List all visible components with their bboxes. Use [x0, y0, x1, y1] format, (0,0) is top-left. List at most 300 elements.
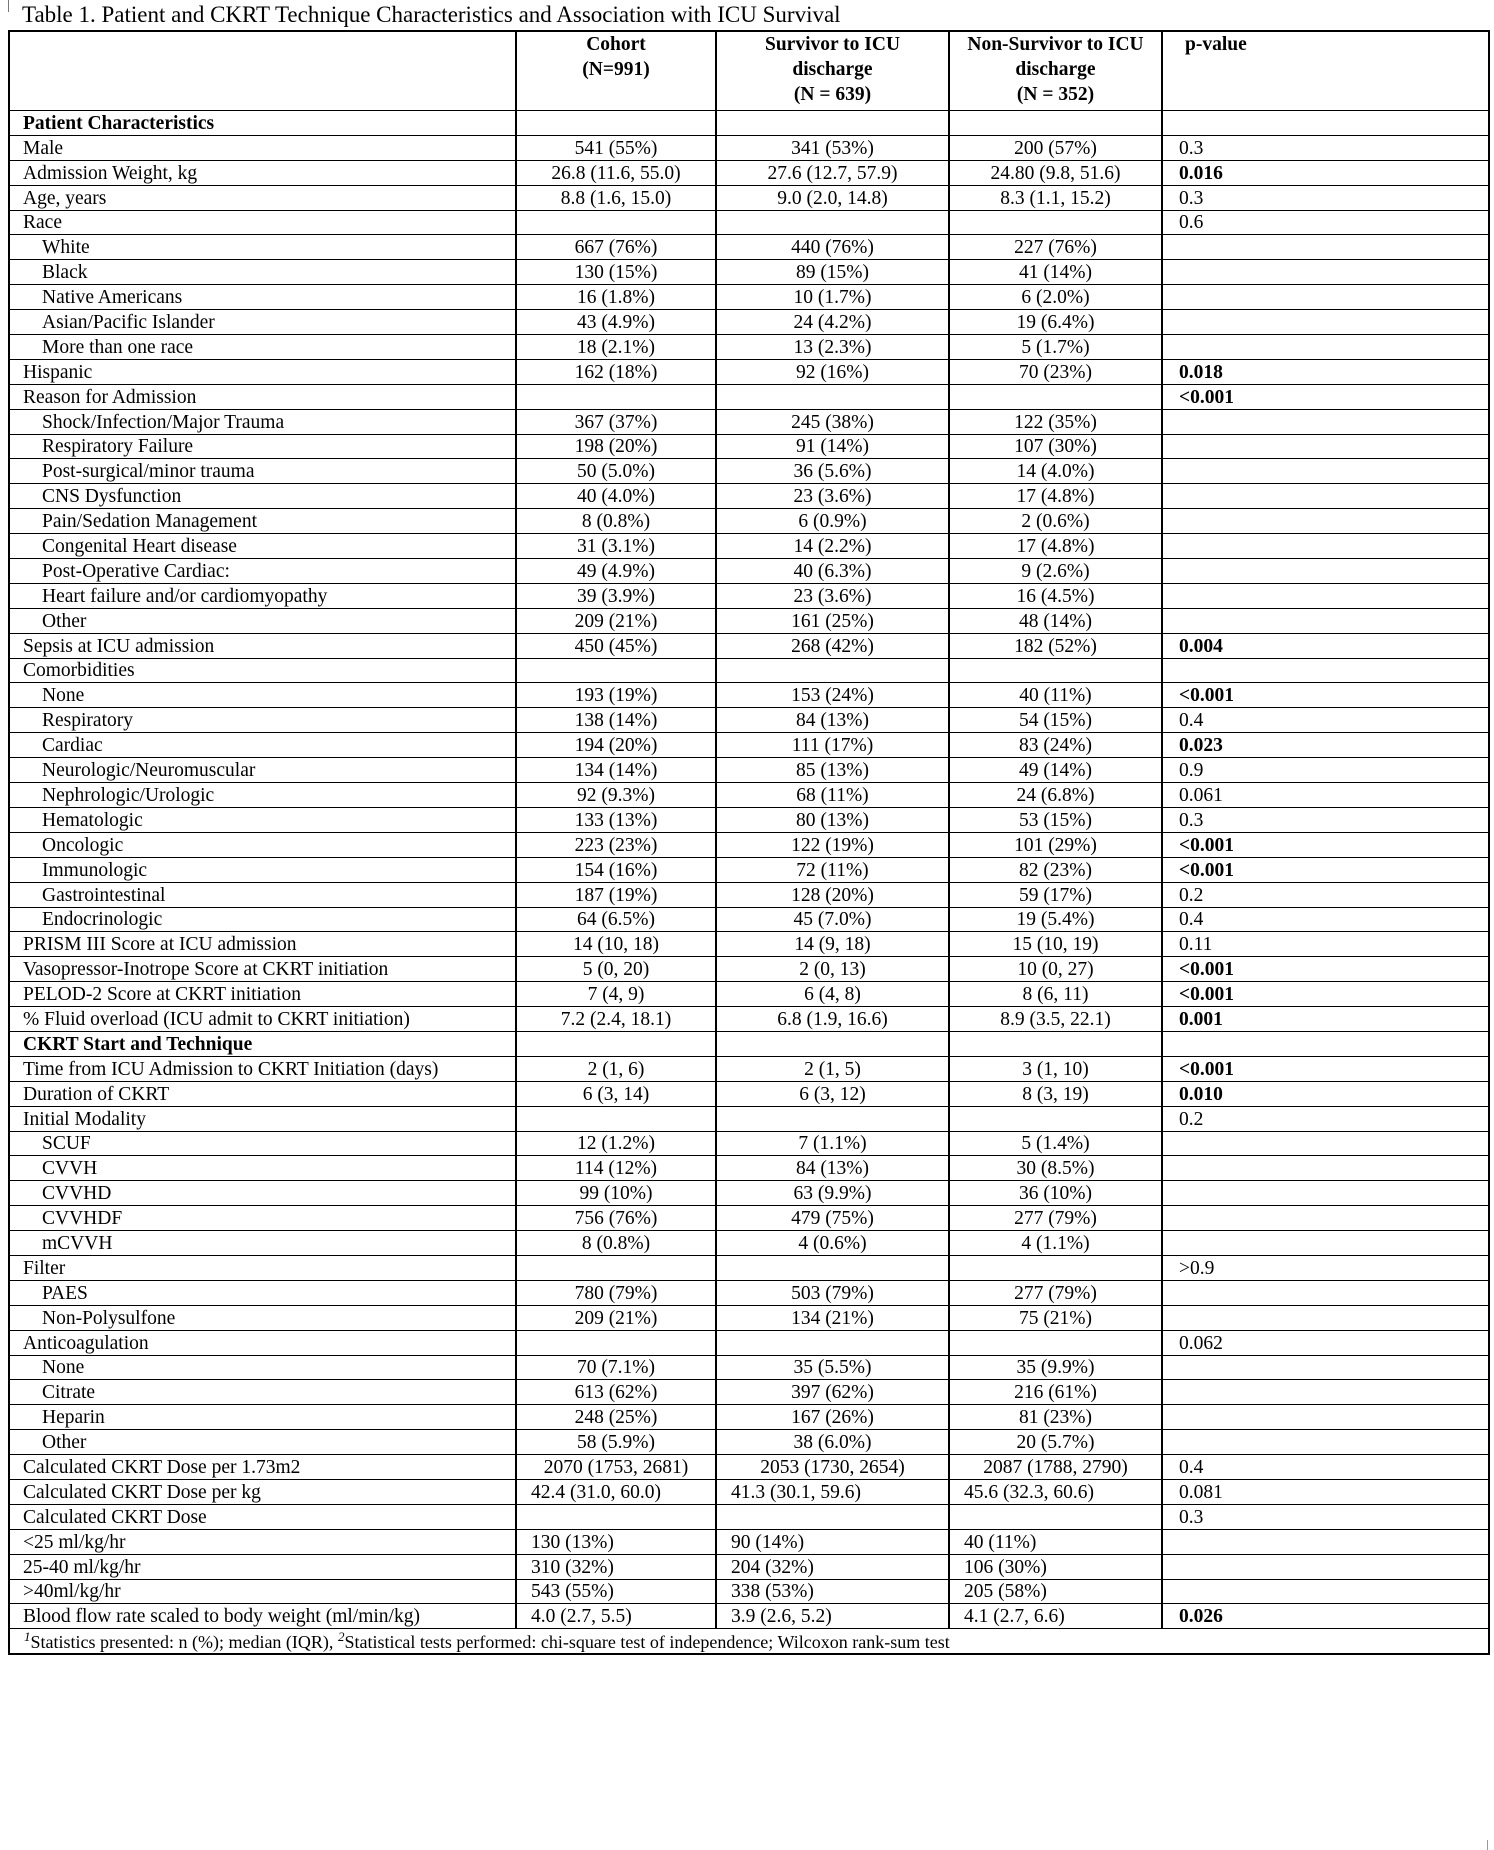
nonsurvivor-cell: 5 (1.7%): [949, 335, 1162, 360]
survivor-cell: 397 (62%): [716, 1380, 949, 1405]
cohort-cell: 2 (1, 6): [516, 1056, 716, 1081]
nonsurvivor-cell: 16 (4.5%): [949, 583, 1162, 608]
pvalue-cell: 0.11: [1162, 932, 1489, 957]
nonsurvivor-cell: 70 (23%): [949, 359, 1162, 384]
header-nonsurvivor: [949, 31, 1162, 111]
row-label: >40ml/kg/hr: [9, 1579, 516, 1604]
cohort-cell: 14 (10, 18): [516, 932, 716, 957]
survivor-cell: 80 (13%): [716, 807, 949, 832]
row-label: Time from ICU Admission to CKRT Initiation (days): [9, 1056, 516, 1081]
table-row: [9, 658, 1489, 683]
table-row: [9, 783, 1489, 808]
cohort-cell: [516, 1504, 716, 1529]
row-label: PAES: [9, 1280, 516, 1305]
survivor-cell: 4 (0.6%): [716, 1231, 949, 1256]
pvalue-cell: 0.4: [1162, 1455, 1489, 1480]
empty-cell: [716, 111, 949, 136]
row-label: Comorbidities: [9, 658, 516, 683]
survivor-cell: 90 (14%): [716, 1529, 949, 1554]
survivor-cell: 91 (14%): [716, 434, 949, 459]
pvalue-cell: [1162, 1280, 1489, 1305]
empty-cell: [1162, 1031, 1489, 1056]
survivor-cell: 89 (15%): [716, 260, 949, 285]
survivor-cell: 23 (3.6%): [716, 583, 949, 608]
header-survivor: [716, 31, 949, 111]
row-label: Calculated CKRT Dose: [9, 1504, 516, 1529]
footnote-row: [9, 1629, 1489, 1654]
nonsurvivor-cell: 19 (5.4%): [949, 907, 1162, 932]
survivor-cell: [716, 1504, 949, 1529]
pvalue-cell: [1162, 1206, 1489, 1231]
cohort-cell: 5 (0, 20): [516, 957, 716, 982]
table-row: [9, 758, 1489, 783]
survivor-cell: 68 (11%): [716, 783, 949, 808]
survivor-cell: [716, 1106, 949, 1131]
survivor-cell: 45 (7.0%): [716, 907, 949, 932]
table-row: [9, 1255, 1489, 1280]
table-row: [9, 608, 1489, 633]
row-label: Cardiac: [9, 733, 516, 758]
pvalue-cell: [1162, 1181, 1489, 1206]
pvalue-cell: 0.001: [1162, 1007, 1489, 1032]
row-label: Initial Modality: [9, 1106, 516, 1131]
nonsurvivor-cell: 2 (0.6%): [949, 509, 1162, 534]
nonsurvivor-cell: 106 (30%): [949, 1554, 1162, 1579]
nonsurvivor-cell: 227 (76%): [949, 235, 1162, 260]
row-label: Pain/Sedation Management: [9, 509, 516, 534]
pvalue-cell: [1162, 1131, 1489, 1156]
survivor-cell: 72 (11%): [716, 857, 949, 882]
cohort-cell: 613 (62%): [516, 1380, 716, 1405]
characteristics-table: [8, 30, 1490, 1655]
survivor-cell: 6 (0.9%): [716, 509, 949, 534]
table-row: [9, 434, 1489, 459]
nonsurvivor-cell: 277 (79%): [949, 1206, 1162, 1231]
nonsurvivor-cell: 122 (35%): [949, 409, 1162, 434]
survivor-cell: 6 (3, 12): [716, 1081, 949, 1106]
survivor-cell: 14 (9, 18): [716, 932, 949, 957]
survivor-cell: 7 (1.1%): [716, 1131, 949, 1156]
pvalue-cell: 0.023: [1162, 733, 1489, 758]
survivor-cell: 40 (6.3%): [716, 559, 949, 584]
table-row: [9, 882, 1489, 907]
nonsurvivor-cell: 41 (14%): [949, 260, 1162, 285]
cohort-cell: 209 (21%): [516, 608, 716, 633]
cohort-cell: 133 (13%): [516, 807, 716, 832]
nonsurvivor-cell: 45.6 (32.3, 60.6): [949, 1479, 1162, 1504]
table-row: [9, 1007, 1489, 1032]
cohort-cell: 130 (13%): [516, 1529, 716, 1554]
cohort-cell: [516, 210, 716, 235]
nonsurvivor-cell: 2087 (1788, 2790): [949, 1455, 1162, 1480]
footnote-text-1: Statistics presented: n (%); median (IQR),: [30, 1632, 338, 1653]
cohort-cell: 26.8 (11.6, 55.0): [516, 160, 716, 185]
cohort-cell: 138 (14%): [516, 708, 716, 733]
cohort-cell: 187 (19%): [516, 882, 716, 907]
row-label: 25-40 ml/kg/hr: [9, 1554, 516, 1579]
cohort-cell: 310 (32%): [516, 1554, 716, 1579]
row-label: Endocrinologic: [9, 907, 516, 932]
pvalue-cell: [1162, 1355, 1489, 1380]
pvalue-cell: [1162, 608, 1489, 633]
nonsurvivor-cell: 83 (24%): [949, 733, 1162, 758]
nonsurvivor-cell: 17 (4.8%): [949, 534, 1162, 559]
survivor-cell: 10 (1.7%): [716, 285, 949, 310]
header-survivor-line3: (N = 639): [793, 84, 872, 105]
pvalue-cell: [1162, 1156, 1489, 1181]
pvalue-cell: [1162, 459, 1489, 484]
survivor-cell: 2 (0, 13): [716, 957, 949, 982]
nonsurvivor-cell: 24 (6.8%): [949, 783, 1162, 808]
row-label: Race: [9, 210, 516, 235]
header-row: [9, 31, 1489, 111]
cohort-cell: 114 (12%): [516, 1156, 716, 1181]
cohort-cell: 58 (5.9%): [516, 1430, 716, 1455]
pvalue-cell: 0.4: [1162, 907, 1489, 932]
pvalue-cell: [1162, 409, 1489, 434]
footnote: [9, 1629, 1489, 1654]
row-label: PRISM III Score at ICU admission: [9, 932, 516, 957]
nonsurvivor-cell: [949, 384, 1162, 409]
cohort-cell: [516, 1255, 716, 1280]
row-label: Respiratory: [9, 708, 516, 733]
row-label: mCVVH: [9, 1231, 516, 1256]
survivor-cell: 503 (79%): [716, 1280, 949, 1305]
pvalue-cell: [1162, 559, 1489, 584]
row-label: CVVHD: [9, 1181, 516, 1206]
pvalue-cell: 0.9: [1162, 758, 1489, 783]
row-label: Heparin: [9, 1405, 516, 1430]
pvalue-cell: [1162, 235, 1489, 260]
table-row: [9, 807, 1489, 832]
pvalue-cell: [1162, 1529, 1489, 1554]
cohort-cell: 130 (15%): [516, 260, 716, 285]
cohort-cell: 248 (25%): [516, 1405, 716, 1430]
table-row: [9, 708, 1489, 733]
row-label: Heart failure and/or cardiomyopathy: [9, 583, 516, 608]
row-label: CVVH: [9, 1156, 516, 1181]
survivor-cell: 134 (21%): [716, 1305, 949, 1330]
table-row: [9, 907, 1489, 932]
pvalue-cell: 0.6: [1162, 210, 1489, 235]
nonsurvivor-cell: [949, 1330, 1162, 1355]
table-row: [9, 1156, 1489, 1181]
empty-cell: [516, 1031, 716, 1056]
cohort-cell: 194 (20%): [516, 733, 716, 758]
row-label: More than one race: [9, 335, 516, 360]
row-label: Neurologic/Neuromuscular: [9, 758, 516, 783]
survivor-cell: 161 (25%): [716, 608, 949, 633]
cohort-cell: 8.8 (1.6, 15.0): [516, 185, 716, 210]
row-label: SCUF: [9, 1131, 516, 1156]
pvalue-cell: 0.3: [1162, 807, 1489, 832]
table-row: [9, 733, 1489, 758]
nonsurvivor-cell: 36 (10%): [949, 1181, 1162, 1206]
nonsurvivor-cell: 8 (3, 19): [949, 1081, 1162, 1106]
survivor-cell: 24 (4.2%): [716, 310, 949, 335]
cohort-cell: 543 (55%): [516, 1579, 716, 1604]
cohort-cell: 367 (37%): [516, 409, 716, 434]
nonsurvivor-cell: 75 (21%): [949, 1305, 1162, 1330]
nonsurvivor-cell: 15 (10, 19): [949, 932, 1162, 957]
cohort-cell: 16 (1.8%): [516, 285, 716, 310]
survivor-cell: 84 (13%): [716, 1156, 949, 1181]
table-row: [9, 1430, 1489, 1455]
row-label: Other: [9, 1430, 516, 1455]
nonsurvivor-cell: 35 (9.9%): [949, 1355, 1162, 1380]
pvalue-cell: 0.3: [1162, 135, 1489, 160]
table-row: [9, 1604, 1489, 1629]
table-row: [9, 932, 1489, 957]
cohort-cell: 8 (0.8%): [516, 509, 716, 534]
cohort-cell: 8 (0.8%): [516, 1231, 716, 1256]
cohort-cell: 198 (20%): [516, 434, 716, 459]
cohort-cell: [516, 1330, 716, 1355]
table-row: [9, 185, 1489, 210]
survivor-cell: [716, 658, 949, 683]
pvalue-cell: 0.061: [1162, 783, 1489, 808]
pvalue-cell: <0.001: [1162, 384, 1489, 409]
nonsurvivor-cell: 200 (57%): [949, 135, 1162, 160]
empty-cell: [949, 1031, 1162, 1056]
nonsurvivor-cell: 10 (0, 27): [949, 957, 1162, 982]
cohort-cell: 2070 (1753, 2681): [516, 1455, 716, 1480]
nonsurvivor-cell: 54 (15%): [949, 708, 1162, 733]
pvalue-cell: 0.018: [1162, 359, 1489, 384]
header-label: [9, 31, 516, 111]
pvalue-cell: [1162, 1405, 1489, 1430]
table-row: [9, 857, 1489, 882]
survivor-cell: 268 (42%): [716, 633, 949, 658]
nonsurvivor-cell: 8.9 (3.5, 22.1): [949, 1007, 1162, 1032]
nonsurvivor-cell: 182 (52%): [949, 633, 1162, 658]
empty-cell: [716, 1031, 949, 1056]
row-label: Age, years: [9, 185, 516, 210]
row-label: Admission Weight, kg: [9, 160, 516, 185]
table-row: [9, 1081, 1489, 1106]
row-label: Blood flow rate scaled to body weight (ml/min/kg): [9, 1604, 516, 1629]
pvalue-cell: 0.3: [1162, 1504, 1489, 1529]
table-row: [9, 1554, 1489, 1579]
survivor-cell: 38 (6.0%): [716, 1430, 949, 1455]
nonsurvivor-cell: 17 (4.8%): [949, 484, 1162, 509]
page-corner-mark-bottom: [1487, 1840, 1494, 1850]
table-row: [9, 832, 1489, 857]
pvalue-cell: <0.001: [1162, 683, 1489, 708]
header-survivor-line2: discharge: [792, 59, 873, 80]
table-row: [9, 1231, 1489, 1256]
empty-cell: [516, 111, 716, 136]
pvalue-cell: [1162, 484, 1489, 509]
table-row: [9, 583, 1489, 608]
table-row: [9, 1131, 1489, 1156]
pvalue-cell: [1162, 335, 1489, 360]
pvalue-cell: [1162, 285, 1489, 310]
survivor-cell: 92 (16%): [716, 359, 949, 384]
cohort-cell: 223 (23%): [516, 832, 716, 857]
survivor-cell: 6 (4, 8): [716, 982, 949, 1007]
pvalue-cell: 0.4: [1162, 708, 1489, 733]
section-header-row: [9, 111, 1489, 136]
table-row: [9, 359, 1489, 384]
cohort-cell: 42.4 (31.0, 60.0): [516, 1479, 716, 1504]
pvalue-cell: [1162, 583, 1489, 608]
row-label: Congenital Heart disease: [9, 534, 516, 559]
survivor-cell: 27.6 (12.7, 57.9): [716, 160, 949, 185]
footnote-text-2: Statistical tests performed: chi-square test of independence; Wilcoxon rank-sum test: [344, 1632, 950, 1653]
row-label: CVVHDF: [9, 1206, 516, 1231]
nonsurvivor-cell: 82 (23%): [949, 857, 1162, 882]
cohort-cell: 134 (14%): [516, 758, 716, 783]
survivor-cell: 2 (1, 5): [716, 1056, 949, 1081]
section-title: Patient Characteristics: [9, 111, 516, 136]
header-cohort-line2: (N=991): [582, 59, 650, 80]
nonsurvivor-cell: 40 (11%): [949, 1529, 1162, 1554]
table-row: [9, 509, 1489, 534]
cohort-cell: 450 (45%): [516, 633, 716, 658]
row-label: PELOD-2 Score at CKRT initiation: [9, 982, 516, 1007]
pvalue-cell: [1162, 509, 1489, 534]
table-row: [9, 683, 1489, 708]
survivor-cell: 35 (5.5%): [716, 1355, 949, 1380]
survivor-cell: 14 (2.2%): [716, 534, 949, 559]
nonsurvivor-cell: 81 (23%): [949, 1405, 1162, 1430]
cohort-cell: 756 (76%): [516, 1206, 716, 1231]
table-row: [9, 160, 1489, 185]
table-row: [9, 1380, 1489, 1405]
cohort-cell: 70 (7.1%): [516, 1355, 716, 1380]
pvalue-cell: <0.001: [1162, 832, 1489, 857]
pvalue-cell: 0.062: [1162, 1330, 1489, 1355]
row-label: Oncologic: [9, 832, 516, 857]
survivor-cell: 9.0 (2.0, 14.8): [716, 185, 949, 210]
pvalue-cell: <0.001: [1162, 957, 1489, 982]
table-row: [9, 1579, 1489, 1604]
cohort-cell: 780 (79%): [516, 1280, 716, 1305]
row-label: Asian/Pacific Islander: [9, 310, 516, 335]
nonsurvivor-cell: 277 (79%): [949, 1280, 1162, 1305]
pvalue-cell: [1162, 658, 1489, 683]
row-label: Other: [9, 608, 516, 633]
nonsurvivor-cell: 14 (4.0%): [949, 459, 1162, 484]
nonsurvivor-cell: [949, 1255, 1162, 1280]
survivor-cell: 41.3 (30.1, 59.6): [716, 1479, 949, 1504]
survivor-cell: 36 (5.6%): [716, 459, 949, 484]
pvalue-cell: >0.9: [1162, 1255, 1489, 1280]
survivor-cell: [716, 210, 949, 235]
survivor-cell: [716, 1330, 949, 1355]
pvalue-cell: [1162, 1554, 1489, 1579]
row-label: None: [9, 683, 516, 708]
row-label: Sepsis at ICU admission: [9, 633, 516, 658]
table-row: [9, 1206, 1489, 1231]
table-row: [9, 135, 1489, 160]
pvalue-cell: <0.001: [1162, 1056, 1489, 1081]
row-label: Calculated CKRT Dose per 1.73m2: [9, 1455, 516, 1480]
table-row: [9, 1181, 1489, 1206]
survivor-cell: 111 (17%): [716, 733, 949, 758]
survivor-cell: 6.8 (1.9, 16.6): [716, 1007, 949, 1032]
cohort-cell: 7.2 (2.4, 18.1): [516, 1007, 716, 1032]
nonsurvivor-cell: 40 (11%): [949, 683, 1162, 708]
row-label: CNS Dysfunction: [9, 484, 516, 509]
section-header-row: [9, 1031, 1489, 1056]
row-label: White: [9, 235, 516, 260]
pvalue-cell: [1162, 310, 1489, 335]
cohort-cell: 667 (76%): [516, 235, 716, 260]
empty-cell: [949, 111, 1162, 136]
nonsurvivor-cell: 3 (1, 10): [949, 1056, 1162, 1081]
row-label: None: [9, 1355, 516, 1380]
nonsurvivor-cell: 4.1 (2.7, 6.6): [949, 1604, 1162, 1629]
nonsurvivor-cell: [949, 210, 1162, 235]
table-row: [9, 1455, 1489, 1480]
pvalue-cell: [1162, 1380, 1489, 1405]
cohort-cell: 49 (4.9%): [516, 559, 716, 584]
row-label: <25 ml/kg/hr: [9, 1529, 516, 1554]
table-row: [9, 235, 1489, 260]
survivor-cell: 167 (26%): [716, 1405, 949, 1430]
survivor-cell: 153 (24%): [716, 683, 949, 708]
table-row: [9, 310, 1489, 335]
pvalue-cell: [1162, 1579, 1489, 1604]
cohort-cell: 12 (1.2%): [516, 1131, 716, 1156]
nonsurvivor-cell: 6 (2.0%): [949, 285, 1162, 310]
cohort-cell: 40 (4.0%): [516, 484, 716, 509]
row-label: Immunologic: [9, 857, 516, 882]
row-label: Vasopressor-Inotrope Score at CKRT initiation: [9, 957, 516, 982]
survivor-cell: 23 (3.6%): [716, 484, 949, 509]
pvalue-cell: 0.2: [1162, 882, 1489, 907]
pvalue-cell: [1162, 534, 1489, 559]
table-row: [9, 982, 1489, 1007]
nonsurvivor-cell: [949, 658, 1162, 683]
cohort-cell: [516, 658, 716, 683]
nonsurvivor-cell: 205 (58%): [949, 1579, 1162, 1604]
nonsurvivor-cell: 49 (14%): [949, 758, 1162, 783]
nonsurvivor-cell: 8 (6, 11): [949, 982, 1162, 1007]
table-row: [9, 1529, 1489, 1554]
table-row: [9, 384, 1489, 409]
pvalue-cell: <0.001: [1162, 857, 1489, 882]
pvalue-cell: [1162, 1305, 1489, 1330]
cohort-cell: 162 (18%): [516, 359, 716, 384]
header-nonsurvivor-line3: (N = 352): [1016, 84, 1095, 105]
table-row: [9, 260, 1489, 285]
nonsurvivor-cell: 4 (1.1%): [949, 1231, 1162, 1256]
pvalue-cell: <0.001: [1162, 982, 1489, 1007]
table-row: [9, 409, 1489, 434]
pvalue-cell: [1162, 260, 1489, 285]
pvalue-cell: 0.2: [1162, 1106, 1489, 1131]
cohort-cell: 541 (55%): [516, 135, 716, 160]
row-label: Male: [9, 135, 516, 160]
table-row: [9, 1106, 1489, 1131]
table-row: [9, 210, 1489, 235]
survivor-cell: 13 (2.3%): [716, 335, 949, 360]
survivor-cell: 204 (32%): [716, 1554, 949, 1579]
nonsurvivor-cell: 107 (30%): [949, 434, 1162, 459]
nonsurvivor-cell: [949, 1106, 1162, 1131]
survivor-cell: 122 (19%): [716, 832, 949, 857]
survivor-cell: 245 (38%): [716, 409, 949, 434]
cohort-cell: [516, 384, 716, 409]
table-row: [9, 1305, 1489, 1330]
nonsurvivor-cell: 30 (8.5%): [949, 1156, 1162, 1181]
nonsurvivor-cell: 19 (6.4%): [949, 310, 1162, 335]
footnote-mark-1: 1: [24, 1629, 31, 1645]
survivor-cell: [716, 1255, 949, 1280]
